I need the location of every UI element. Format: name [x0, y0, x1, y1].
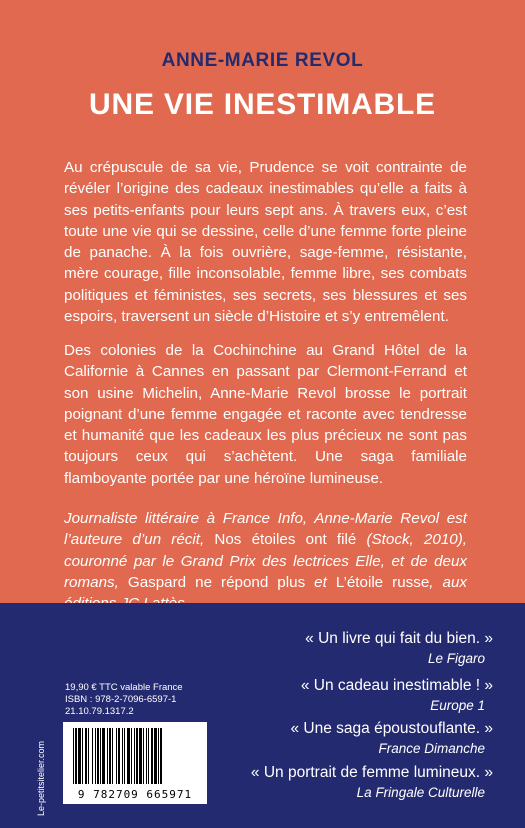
barcode-bar	[116, 728, 117, 784]
press-quote	[251, 764, 493, 800]
barcode-bar	[143, 728, 144, 784]
quote-text: « Un livre qui fait du bien. »	[305, 630, 493, 647]
bio-book-1: Nos étoiles ont filé	[214, 531, 357, 549]
barcode-bar	[107, 728, 108, 784]
barcode-bar	[158, 728, 159, 784]
barcode-bar	[109, 728, 111, 784]
barcode-bars	[71, 728, 199, 786]
barcode-bar	[131, 728, 132, 784]
bio-text: Journaliste littéraire à France Info, Anne-Marie Revol est l’auteure d’un récit,	[64, 510, 467, 549]
barcode-bar	[134, 728, 135, 784]
author-name: ANNE-MARIE REVOL	[161, 50, 364, 71]
bio-book-3: L’étoile russe	[335, 573, 430, 591]
quote-source: Le Figaro	[427, 651, 485, 666]
quote-text: « Une saga époustouflante. »	[290, 720, 493, 737]
barcode-bar	[102, 728, 105, 784]
quote-source: La Fringale Culturelle	[356, 785, 485, 800]
quote-source: Europe 1	[430, 698, 485, 713]
barcode-bar	[78, 728, 81, 784]
author-bio	[64, 508, 467, 614]
press-quote	[301, 677, 493, 713]
barcode-bar	[127, 728, 130, 784]
barcode-bar	[151, 728, 153, 784]
quote-source: France Dimanche	[378, 741, 485, 756]
barcode-bar	[136, 728, 138, 784]
synopsis-paragraph-2: Des colonies de la Cochinchine au Grand Hôtel de la Californie à Cannes en passant par Clermont-Ferrand et son usine Michelin, Anne-Marie Revol brosse le portrait poignant d’une femme engagée et raconte avec tendresse et humanité que les cadeaux les plus précieux ne sont pas toujours ceux qui s’achètent. Une saga familiale flamboyante portée par une héroïne lumineuse.	[64, 342, 467, 487]
barcode-bar	[97, 728, 99, 784]
barcode-bar	[122, 728, 123, 784]
barcode-bar	[118, 728, 120, 784]
reference-line: 21.10.79.1317.2	[65, 706, 134, 717]
barcode-bar	[100, 728, 101, 784]
barcode-bar	[139, 728, 142, 784]
barcode-bar	[146, 728, 147, 784]
press-quote	[305, 630, 493, 666]
publisher-website: Le-petitsitelier.com	[36, 740, 46, 816]
price-line: 19,90 € TTC valable France	[65, 682, 183, 693]
barcode-bar	[95, 728, 96, 784]
isbn-line: ISBN : 978-2-7096-6597-1	[65, 694, 177, 705]
barcode-bar	[154, 728, 157, 784]
bio-text: (Stock, 2010), couronné par le Grand Prix des lectrices Elle, et de deux romans,	[64, 531, 467, 591]
bio-text: , aux	[429, 573, 467, 591]
bio-book-2: Gaspard ne répond plus	[127, 573, 306, 591]
press-quote	[290, 720, 493, 756]
barcode-number: 9 782709 665971	[77, 788, 193, 801]
barcode-bar	[82, 728, 83, 784]
barcode-bar	[92, 728, 93, 784]
quote-text: « Un portrait de femme lumineux. »	[250, 764, 493, 781]
barcode-bar	[85, 728, 87, 784]
barcode-bar	[73, 728, 74, 784]
barcode-bar	[112, 728, 113, 784]
barcode-bar	[75, 728, 77, 784]
barcode-bar	[88, 728, 89, 784]
barcode-bar	[160, 728, 162, 784]
quote-text: « Un cadeau inestimable ! »	[300, 677, 493, 694]
book-title: UNE VIE INESTIMABLE	[89, 88, 436, 121]
barcode-bar	[148, 728, 149, 784]
synopsis-paragraph-1: Au crépuscule de sa vie, Prudence se voit contrainte de révéler l’origine des cadeaux inestimables qu’elle a faits à ses petits-enfants pour leurs sept ans. À travers eux, c’est toute une vie qui se dessine, celle d’une femme forte pleine de panache. À la fois ouvrière, sage-femme, résistante, mère courage, fille inconsolable, femme libre, ses combats politiques et féministes, ses secrets, ses blessures et ses espoirs, traversent un siècle d’Histoire et s’y entremêlent.	[64, 159, 467, 326]
barcode-bar	[124, 728, 125, 784]
bio-text: et	[305, 573, 336, 591]
price-info	[65, 682, 183, 718]
barcode	[63, 722, 207, 804]
